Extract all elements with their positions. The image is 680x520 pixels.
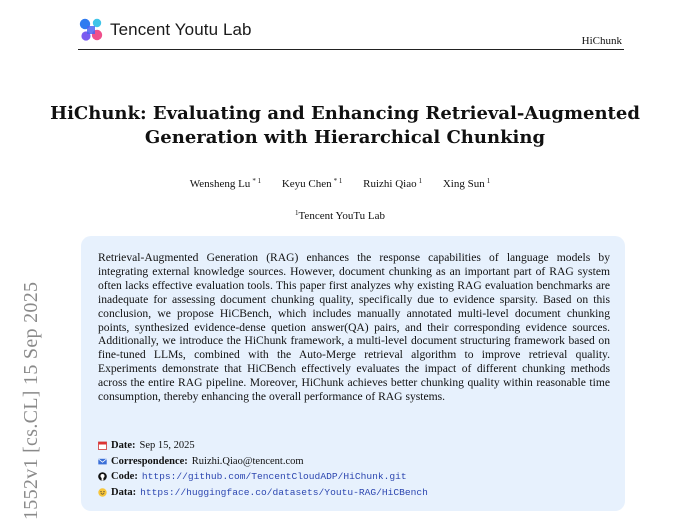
running-head: HiChunk xyxy=(581,35,622,47)
github-icon xyxy=(98,472,107,481)
author: Xing Sun $^1$ xyxy=(442,177,491,190)
title-line: Generation with Hierarchical Chunking xyxy=(144,127,546,148)
arxiv-identifier: 1552v1 [cs.CL] 15 Sep 2025 xyxy=(20,281,42,520)
title-line: HiChunk: Evaluating and Enhancing Retrieval-Augmented xyxy=(50,103,640,124)
author-list xyxy=(0,177,680,190)
author: Keyu Chen $^{* 1}$ xyxy=(281,177,343,190)
logo-text: Tencent Youtu Lab xyxy=(110,20,252,39)
correspondence-email[interactable]: Ruizhi.Qiao@tencent.com xyxy=(191,455,304,467)
date-value: Sep 15, 2025 xyxy=(139,440,195,451)
code-link[interactable]: https://github.com/TencentCloudADP/HiChunk.git xyxy=(141,471,407,482)
hugging-face-icon xyxy=(98,488,107,497)
tencent-youtu-logo xyxy=(78,17,252,43)
code-row: Code: https://github.com/TencentCloudADP/HiChunk.git xyxy=(98,469,428,485)
paper-metadata xyxy=(98,438,428,500)
data-row: Data: https://huggingface.co/datasets/Youtu-RAG/HiCBench xyxy=(98,485,428,501)
envelope-icon xyxy=(98,457,107,466)
youtu-logo-icon xyxy=(78,17,104,43)
author: Wensheng Lu $^{* 1}$ xyxy=(189,177,262,190)
date-row: Date: Sep 15, 2025 xyxy=(98,438,428,454)
correspondence-row: Correspondence: Ruizhi.Qiao@tencent.com xyxy=(98,454,428,470)
abstract-text: Retrieval-Augmented Generation (RAG) enhances the response capabilities of language models by integrating external knowledge sources. However, document chunking as an important part of RAG system often lacks effective evaluation tools. This paper first analyzes why existing RAG evaluation benchmarks are inadequate for assessing document chunking quality, specifically due to evidence sparsity. Based on this conclusion, we propose HiCBench, which includes manually annotated multi-level document chunking points, synthesized evidence-dense quetion answer(QA) pairs, and their corresponding evidence sources. Additionally, we introduce the HiChunk framework, a multi-level document structuring framework based on fine-tuned LLMs, combined with the Auto-Merge retrieval algorithm to improve retrieval quality. Experiments demonstrate that HiCBench effectively evaluates the impact of different chunking methods across the entire RAG pipeline. Moreover, HiChunk achieves better chunking quality within reasonable time consumption, thereby enhancing the overall performance of RAG systems. xyxy=(98,251,610,404)
paper-title xyxy=(40,102,650,150)
calendar-icon xyxy=(98,441,107,450)
author: Ruizhi Qiao $^1$ xyxy=(363,177,423,190)
affiliation: $^1$Tencent YouTu Lab xyxy=(294,209,386,222)
header-rule xyxy=(78,49,624,50)
data-link[interactable]: https://huggingface.co/datasets/Youtu-RAG/HiCBench xyxy=(140,486,428,498)
